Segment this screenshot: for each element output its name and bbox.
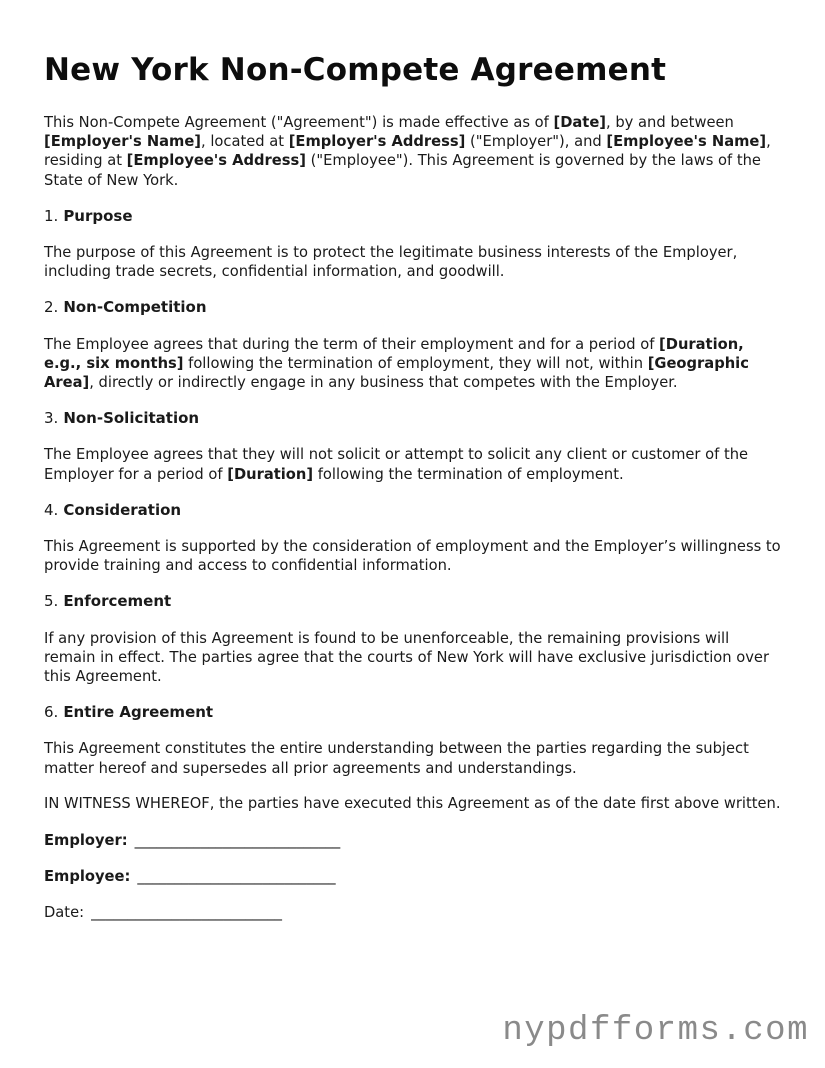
section-non-solicitation: [44, 409, 781, 484]
watermark-text: nypdfforms.com: [502, 1012, 809, 1050]
section-title: Enforcement: [63, 592, 172, 611]
section-heading: [44, 298, 781, 317]
employee-signature-label: Employee:: [44, 867, 131, 885]
section-paragraph: The Employee agrees that during the term of their employment and for a period of [Duration, e.g., six months] following the termination of employment, they will not, within [Geographic Area], directly or indirectly engage in any business that competes with the Employer.: [44, 335, 749, 392]
intro-paragraph: This Non-Compete Agreement ("Agreement") is made effective as of [Date], by and between [Employer's Name], located at [Employer's Address] ("Employer"), and [Employee's Name], residing at [Employee's Address] ("Employee"). This Agreement is governed by the laws of the State of New York.: [44, 114, 771, 189]
section-title: Entire Agreement: [63, 703, 214, 722]
section-heading: [44, 703, 781, 722]
section-title: Non-Solicitation: [63, 409, 200, 428]
bold-placeholder: [Employer's Address]: [288, 133, 466, 151]
section-heading: [44, 409, 781, 428]
section-paragraph: The Employee agrees that they will not solicit or attempt to solicit any client or customer of the Employer for a period of [Duration] following the termination of employment.: [44, 446, 749, 483]
section-number: 2.: [44, 298, 59, 317]
section-paragraph: The purpose of this Agreement is to protect the legitimate business interests of the Employer, including trade secrets, confidential information, and goodwill.: [44, 244, 738, 281]
section-title: Purpose: [63, 206, 133, 225]
bold-placeholder: [Date]: [553, 114, 606, 131]
section-heading: [44, 501, 781, 520]
date-signature-label: Date:: [44, 903, 85, 921]
section-number: 3.: [44, 409, 59, 428]
employee-signature-blank: ___________________________: [137, 867, 336, 885]
section-number: 5.: [44, 592, 59, 611]
bold-placeholder: [Duration]: [227, 465, 314, 483]
section-heading: [44, 207, 781, 226]
bold-placeholder: [Duration, e.g., six months]: [44, 335, 744, 372]
section-consideration: [44, 501, 781, 576]
section-entire-agreement: [44, 703, 781, 778]
section-title: Consideration: [63, 500, 182, 519]
bold-placeholder: [Employer's Name]: [44, 133, 202, 151]
employer-signature-row: [44, 831, 781, 850]
section-paragraph: This Agreement constitutes the entire understanding between the parties regarding the subject matter hereof and supersedes all prior agreements and understandings.: [44, 740, 749, 777]
document-title: New York Non-Compete Agreement: [44, 52, 667, 88]
employer-signature-label: Employer:: [44, 831, 128, 849]
section-paragraph: This Agreement is supported by the consideration of employment and the Employer’s willingness to provide training and access to confidential information.: [44, 538, 781, 575]
section-paragraph: If any provision of this Agreement is found to be unenforceable, the remaining provisions will remain in effect. The parties agree that the courts of New York will have exclusive jurisdiction over this Agreement.: [44, 629, 769, 686]
bold-placeholder: [Employee's Name]: [606, 133, 767, 151]
witness-clause: IN WITNESS WHEREOF, the parties have executed this Agreement as of the date first above written.: [44, 795, 781, 813]
bold-placeholder: [Geographic Area]: [44, 354, 749, 392]
section-number: 1.: [44, 206, 59, 225]
section-non-competition: [44, 298, 781, 392]
date-signature-blank: __________________________: [91, 903, 282, 921]
section-heading: [44, 592, 781, 611]
section-number: 4.: [44, 500, 59, 519]
employee-signature-row: [44, 867, 781, 886]
employer-signature-blank: ____________________________: [134, 831, 341, 849]
bold-placeholder: [Employee's Address]: [126, 152, 306, 170]
section-purpose: [44, 207, 781, 282]
section-number: 6.: [44, 703, 59, 722]
section-title: Non-Competition: [63, 298, 207, 317]
date-signature-row: [44, 903, 781, 922]
section-enforcement: [44, 592, 781, 686]
